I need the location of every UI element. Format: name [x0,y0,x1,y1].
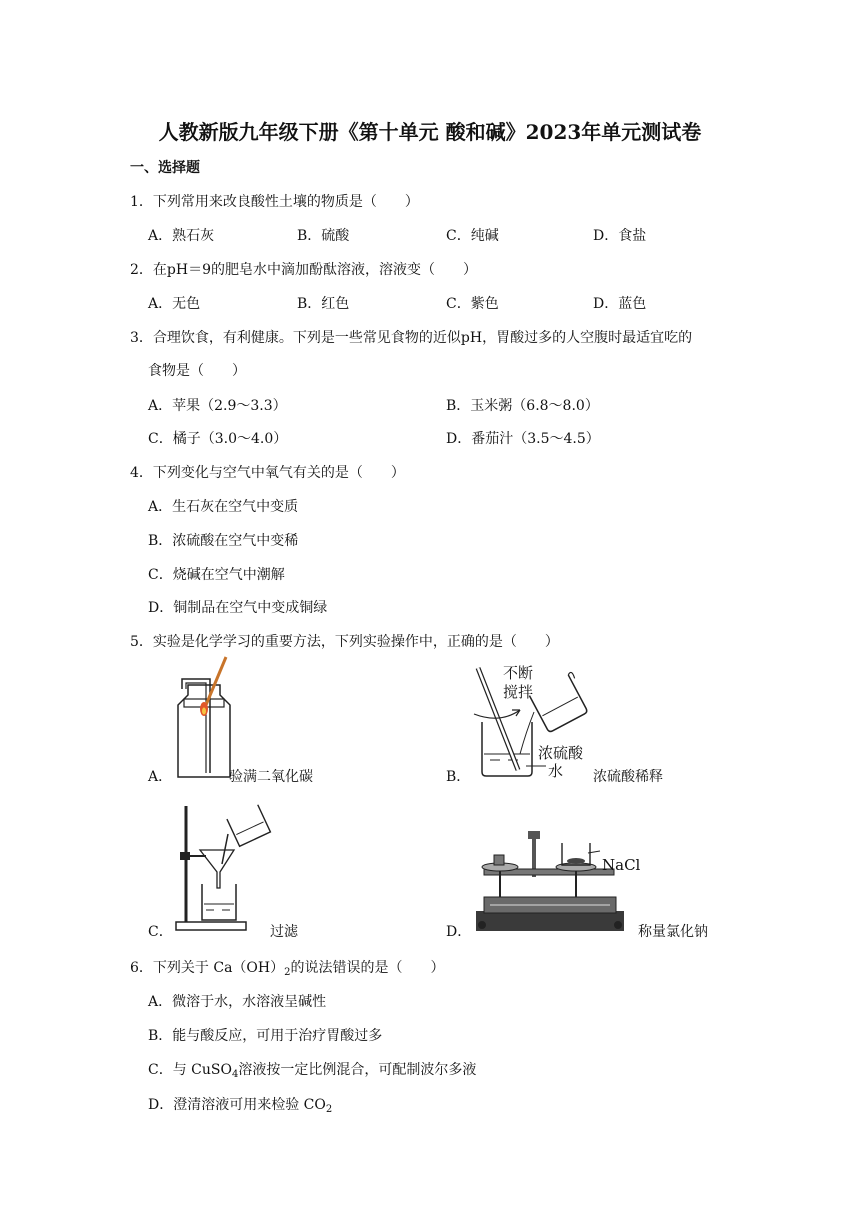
q6-option-a: A．微溶于水，水溶液呈碱性 [148,994,327,1010]
q3-option-d: D．番茄汁（3.5～4.5） [446,431,600,447]
q5-option-a-letter: A． [148,769,173,785]
q6-option-b: B．能与酸反应，可用于治疗胃酸过多 [148,1028,383,1044]
q3-option-c: C．橘子（3.0～4.0） [148,431,288,447]
section-heading: 一、选择题 [130,160,200,176]
q3-option-a: A．苹果（2.9～3.3） [148,398,287,414]
question-1-stem: 1．下列常用来改良酸性土壤的物质是（ ） [130,194,419,210]
q5-option-d-caption: 称量氯化钠 [638,924,708,940]
question-2-stem: 2．在pH＝9的肥皂水中滴加酚酞溶液，溶液变（ ） [130,262,477,278]
q4-option-c: C．烧碱在空气中潮解 [148,567,285,583]
q1-option-b: B．硫酸 [297,228,350,244]
page-title: 人教新版九年级下册《第十单元 酸和碱》2023年单元测试卷 [158,120,702,144]
co2-collection-bottle-figure [170,655,240,783]
q1-option-d: D．食盐 [593,228,647,244]
q2-option-d: D．蓝色 [593,296,647,312]
q2-option-c: C．紫色 [446,296,499,312]
q6-option-c: C．与 CuSO$_4$溶液按一定比例混合，可配制波尔多液 [148,1062,477,1080]
q1-option-a: A．熟石灰 [148,228,215,244]
question-5-stem: 5．实验是化学学习的重要方法，下列实验操作中，正确的是（ ） [130,634,559,650]
question-4-stem: 4．下列变化与空气中氧气有关的是（ ） [130,465,405,481]
q5-option-b-caption: 浓硫酸稀释 [593,769,663,785]
q2-option-b: B．红色 [297,296,350,312]
q4-option-b: B．浓硫酸在空气中变稀 [148,533,299,549]
q5-option-b-letter: B． [446,769,471,785]
question-3-stem-line1: 3．合理饮食，有利健康。下列是一些常见食物的近似pH，胃酸过多的人空腹时最适宜吃的 [130,330,693,346]
q4-option-d: D．铜制品在空气中变成铜绿 [148,600,328,616]
fig-label-water: 水 [548,762,564,780]
q4-option-a: A．生石灰在空气中变质 [148,499,299,515]
q5-option-c-letter: C． [148,924,173,940]
question-3-stem-line2: 食物是（ ） [148,363,246,379]
fig-label-stir-1: 不断 [503,664,534,682]
q6-option-d: D．澄清溶液可用来检验 $CO_2$ [148,1097,333,1115]
q1-option-c: C．纯碱 [446,228,499,244]
question-6-stem: 6．下列关于 $Ca(OH)_2$的说法错误的是（ ） [130,960,445,978]
balance-figure [470,825,630,937]
fig-label-acid: 浓硫酸 [538,744,584,762]
q3-option-b: B．玉米粥（6.8～8.0） [446,398,599,414]
fig-label-nacl: NaCl [602,856,641,874]
q5-option-d-letter: D． [446,924,472,940]
q2-option-a: A．无色 [148,296,201,312]
fig-label-stir-2: 搅拌 [503,683,534,701]
q5-option-c-caption: 过滤 [270,924,298,940]
filtration-figure [170,804,280,934]
q5-option-a-caption: 验满二氧化碳 [229,769,313,785]
